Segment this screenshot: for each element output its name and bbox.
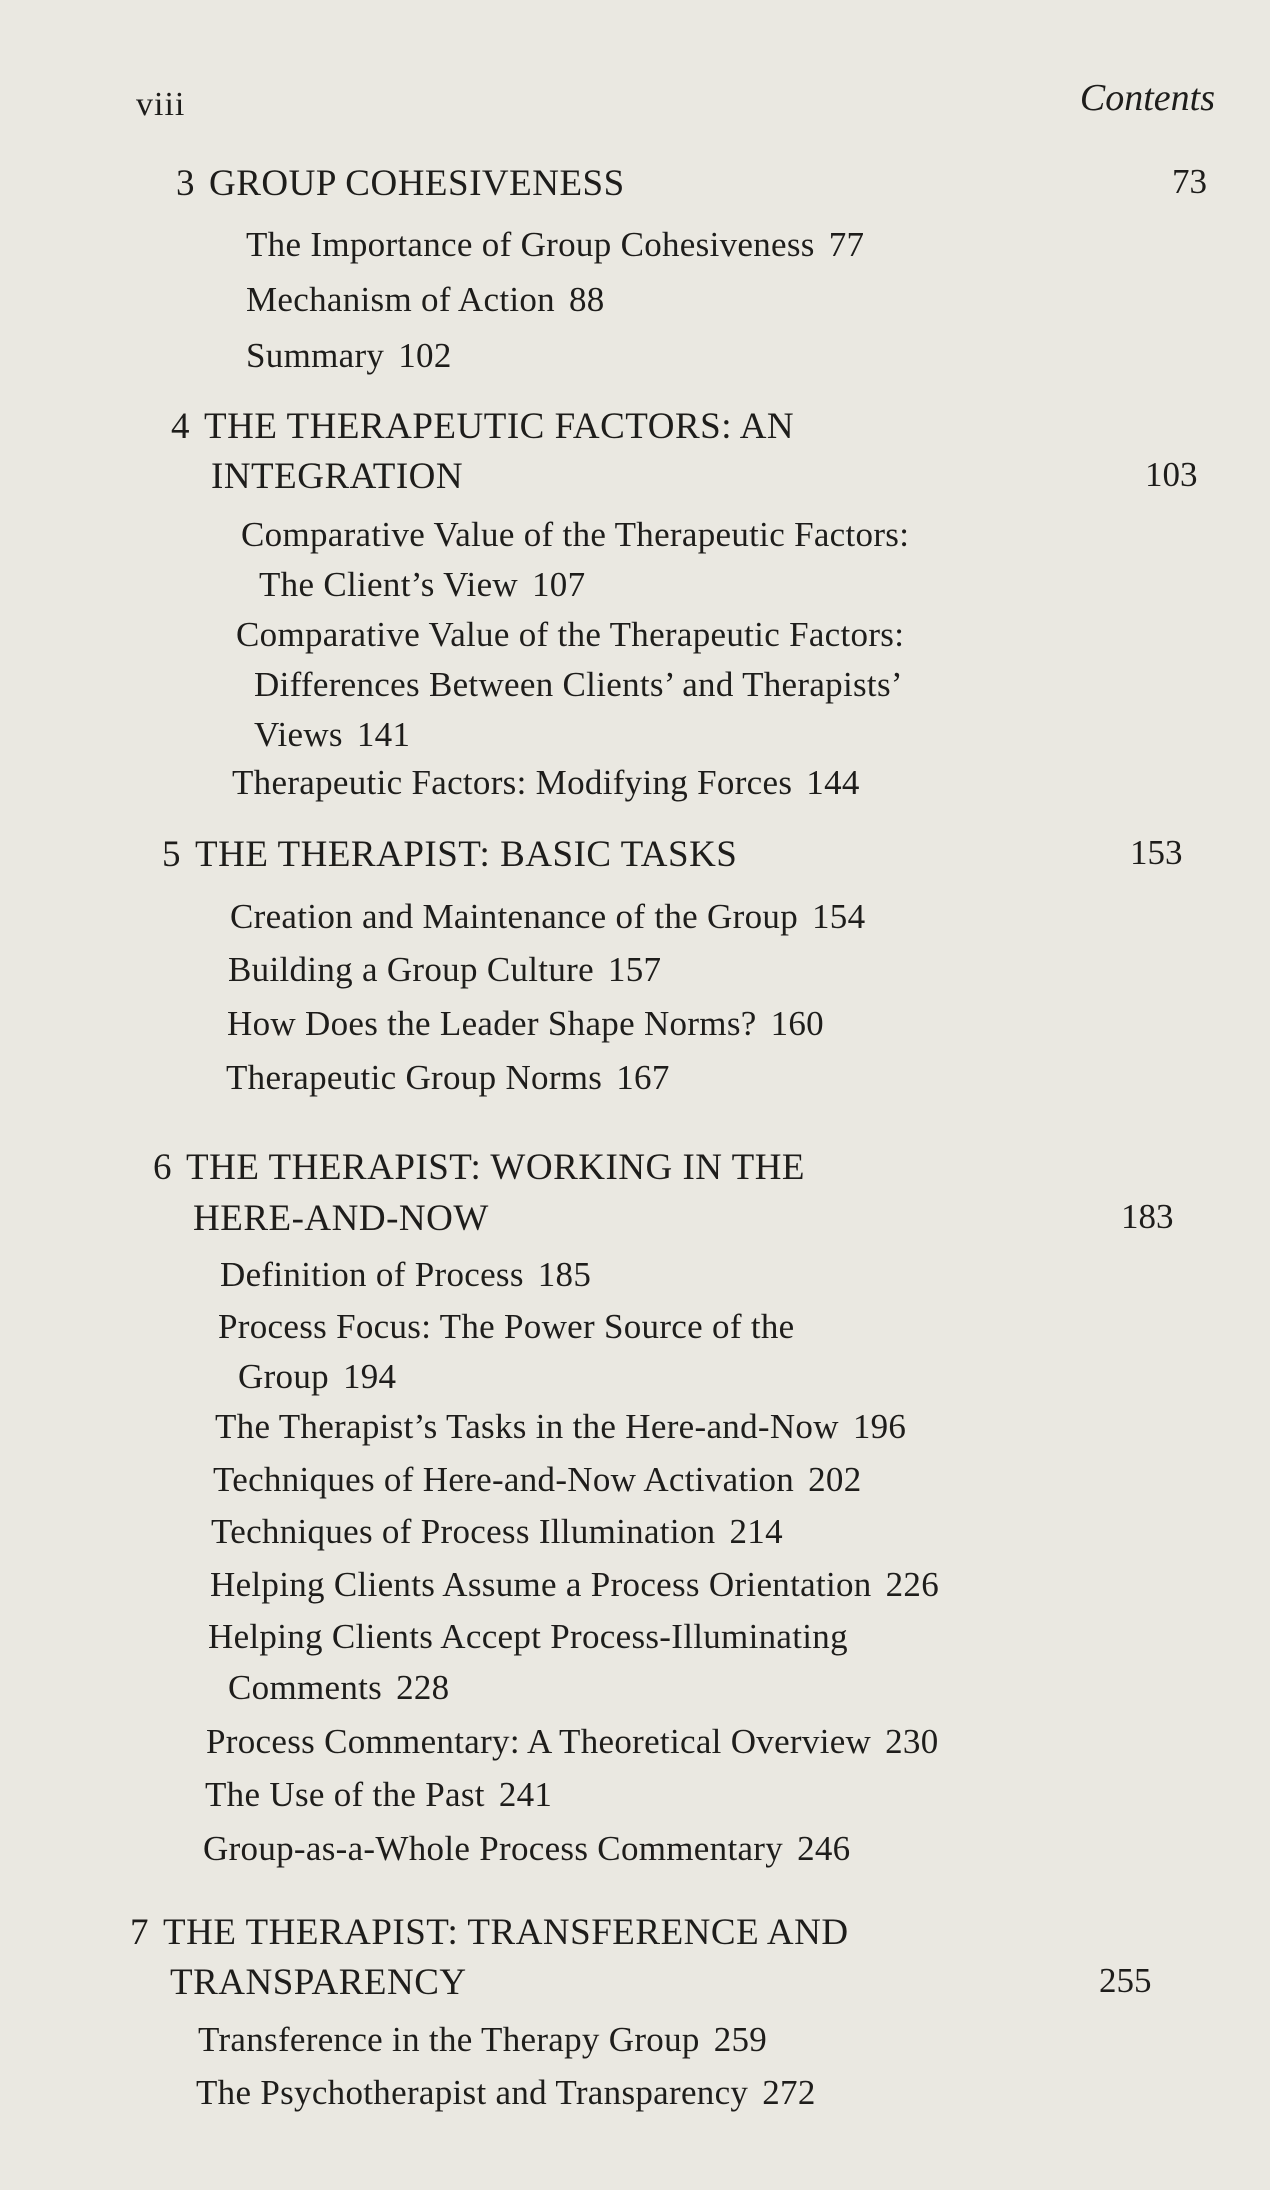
toc-entry [211, 1512, 783, 1552]
toc-entry-page-number: 88 [568, 280, 605, 319]
toc-entry-page-number: 160 [770, 1004, 824, 1043]
chapter-title-text: THE THERAPIST: WORKING IN THE [186, 1147, 806, 1188]
chapter-title-text: TRANSPARENCY [170, 1962, 467, 2003]
toc-entry-page-number: 246 [797, 1829, 851, 1868]
chapter-title [171, 405, 794, 448]
chapter-page-number: 153 [1130, 833, 1183, 872]
chapter-title [176, 162, 625, 205]
chapter-number: 7 [130, 1912, 149, 1953]
toc-entry [246, 280, 605, 320]
toc-entry-title: Views [254, 715, 343, 754]
toc-entry [220, 1255, 591, 1295]
toc-entry-title: Comments [228, 1668, 383, 1707]
toc-entry-title: The Use of the Past [205, 1775, 485, 1814]
toc-entry [228, 950, 661, 990]
toc-entry [246, 225, 864, 265]
chapter-title-text: THE THERAPIST: TRANSFERENCE AND [163, 1912, 849, 1953]
toc-entry-page-number: 102 [398, 336, 452, 375]
chapter-page-number: 255 [1099, 1961, 1152, 2000]
toc-entry-title: Group-as-a-Whole Process Commentary [203, 1829, 784, 1868]
toc-entry-title: The Importance of Group Cohesiveness [246, 225, 815, 264]
chapter-number: 4 [171, 406, 190, 447]
toc-entry [246, 336, 452, 376]
toc-entry-title: Group [238, 1357, 329, 1396]
chapter-title-text: GROUP COHESIVENESS [209, 163, 625, 204]
chapter-page-number: 73 [1172, 162, 1207, 201]
toc-entry [241, 515, 909, 555]
toc-entry [210, 1565, 939, 1605]
toc-entry-title: Process Commentary: A Theoretical Overview [206, 1722, 872, 1761]
toc-entry [238, 1357, 396, 1397]
toc-entry-page-number: 214 [729, 1512, 783, 1551]
chapter-title-text: HERE-AND-NOW [193, 1198, 489, 1239]
toc-entry [226, 1058, 670, 1098]
chapter-title-text: INTEGRATION [211, 456, 464, 497]
toc-entry [227, 1004, 824, 1044]
chapter-title [130, 1911, 849, 1954]
chapter-title-text: THE THERAPEUTIC FACTORS: AN [204, 406, 795, 447]
toc-entry-title: Helping Clients Assume a Process Orientation [210, 1565, 872, 1604]
toc-entry [198, 2020, 767, 2060]
toc-entry-title: The Psychotherapist and Transparency [196, 2073, 749, 2112]
toc-entry-title: How Does the Leader Shape Norms? [227, 1004, 757, 1043]
toc-entry-title: Therapeutic Factors: Modifying Forces [232, 763, 793, 802]
toc-entry [218, 1307, 795, 1347]
toc-entry-title: Helping Clients Accept Process-Illuminating [208, 1617, 848, 1656]
toc-entry-title: Techniques of Process Illumination [211, 1512, 716, 1551]
toc-entry-title: Summary [246, 336, 385, 375]
toc-entry-page-number: 226 [885, 1565, 939, 1604]
toc-entry [215, 1407, 906, 1447]
toc-entry-title: Building a Group Culture [228, 950, 594, 989]
page-folio: viii [136, 86, 186, 123]
toc-entry [259, 565, 585, 605]
toc-entry-title: Mechanism of Action [246, 280, 555, 319]
toc-entry [236, 615, 904, 655]
toc-entry-page-number: 259 [713, 2020, 768, 2059]
toc-entry-title: Creation and Maintenance of the Group [230, 897, 798, 936]
toc-entry-page-number: 141 [356, 715, 411, 754]
toc-entry-title: The Client’s View [259, 565, 518, 604]
toc-entry-page-number: 154 [812, 897, 866, 936]
toc-entry-title: Comparative Value of the Therapeutic Factors: [236, 615, 905, 654]
toc-entry-title: Comparative Value of the Therapeutic Factors: [241, 515, 910, 554]
toc-entry-page-number: 167 [616, 1058, 670, 1097]
toc-entry-page-number: 196 [852, 1407, 907, 1446]
toc-entry [230, 897, 865, 937]
toc-entry-title: Differences Between Clients’ and Therapists’ [254, 665, 903, 704]
toc-entry-page-number: 144 [806, 763, 860, 802]
toc-entry-title: Techniques of Here-and-Now Activation [213, 1460, 795, 1499]
toc-entry-page-number: 185 [537, 1255, 592, 1294]
toc-entry [205, 1775, 552, 1815]
toc-entry-title: Transference in the Therapy Group [198, 2020, 700, 2059]
chapter-title [193, 1197, 489, 1240]
chapter-page-number: 103 [1145, 455, 1198, 494]
toc-entry [196, 2073, 816, 2113]
chapter-title-text: THE THERAPIST: BASIC TASKS [195, 834, 738, 875]
chapter-title [153, 1146, 805, 1189]
chapter-number: 5 [162, 834, 181, 875]
toc-entry [213, 1460, 862, 1500]
chapter-page-number: 183 [1121, 1197, 1174, 1236]
toc-entry-page-number: 230 [885, 1722, 939, 1761]
chapter-title [162, 833, 737, 876]
running-head: Contents [1079, 77, 1215, 119]
toc-entry [232, 763, 860, 803]
toc-entry-page-number: 157 [607, 950, 662, 989]
toc-entry [254, 665, 903, 705]
toc-entry [206, 1722, 939, 1762]
toc-entry-page-number: 241 [498, 1775, 553, 1814]
toc-entry-page-number: 202 [808, 1460, 862, 1499]
chapter-title [211, 455, 463, 498]
toc-entry-title: Definition of Process [220, 1255, 524, 1294]
toc-entry-title: Process Focus: The Power Source of the [218, 1307, 795, 1346]
toc-entry-title: Therapeutic Group Norms [226, 1058, 603, 1097]
toc-entry-title: The Therapist’s Tasks in the Here-and-Now [215, 1407, 839, 1446]
toc-entry [203, 1829, 850, 1869]
toc-entry-page-number: 107 [532, 565, 586, 604]
chapter-number: 6 [153, 1147, 172, 1188]
toc-entry-page-number: 77 [828, 225, 865, 264]
toc-entry-page-number: 194 [342, 1357, 397, 1396]
toc-entry-page-number: 272 [762, 2073, 816, 2112]
toc-entry [228, 1668, 449, 1708]
toc-entry-page-number: 228 [396, 1668, 450, 1707]
toc-entry [254, 715, 410, 755]
toc-entry [208, 1617, 848, 1657]
chapter-number: 3 [176, 163, 195, 204]
chapter-title [170, 1961, 467, 2004]
